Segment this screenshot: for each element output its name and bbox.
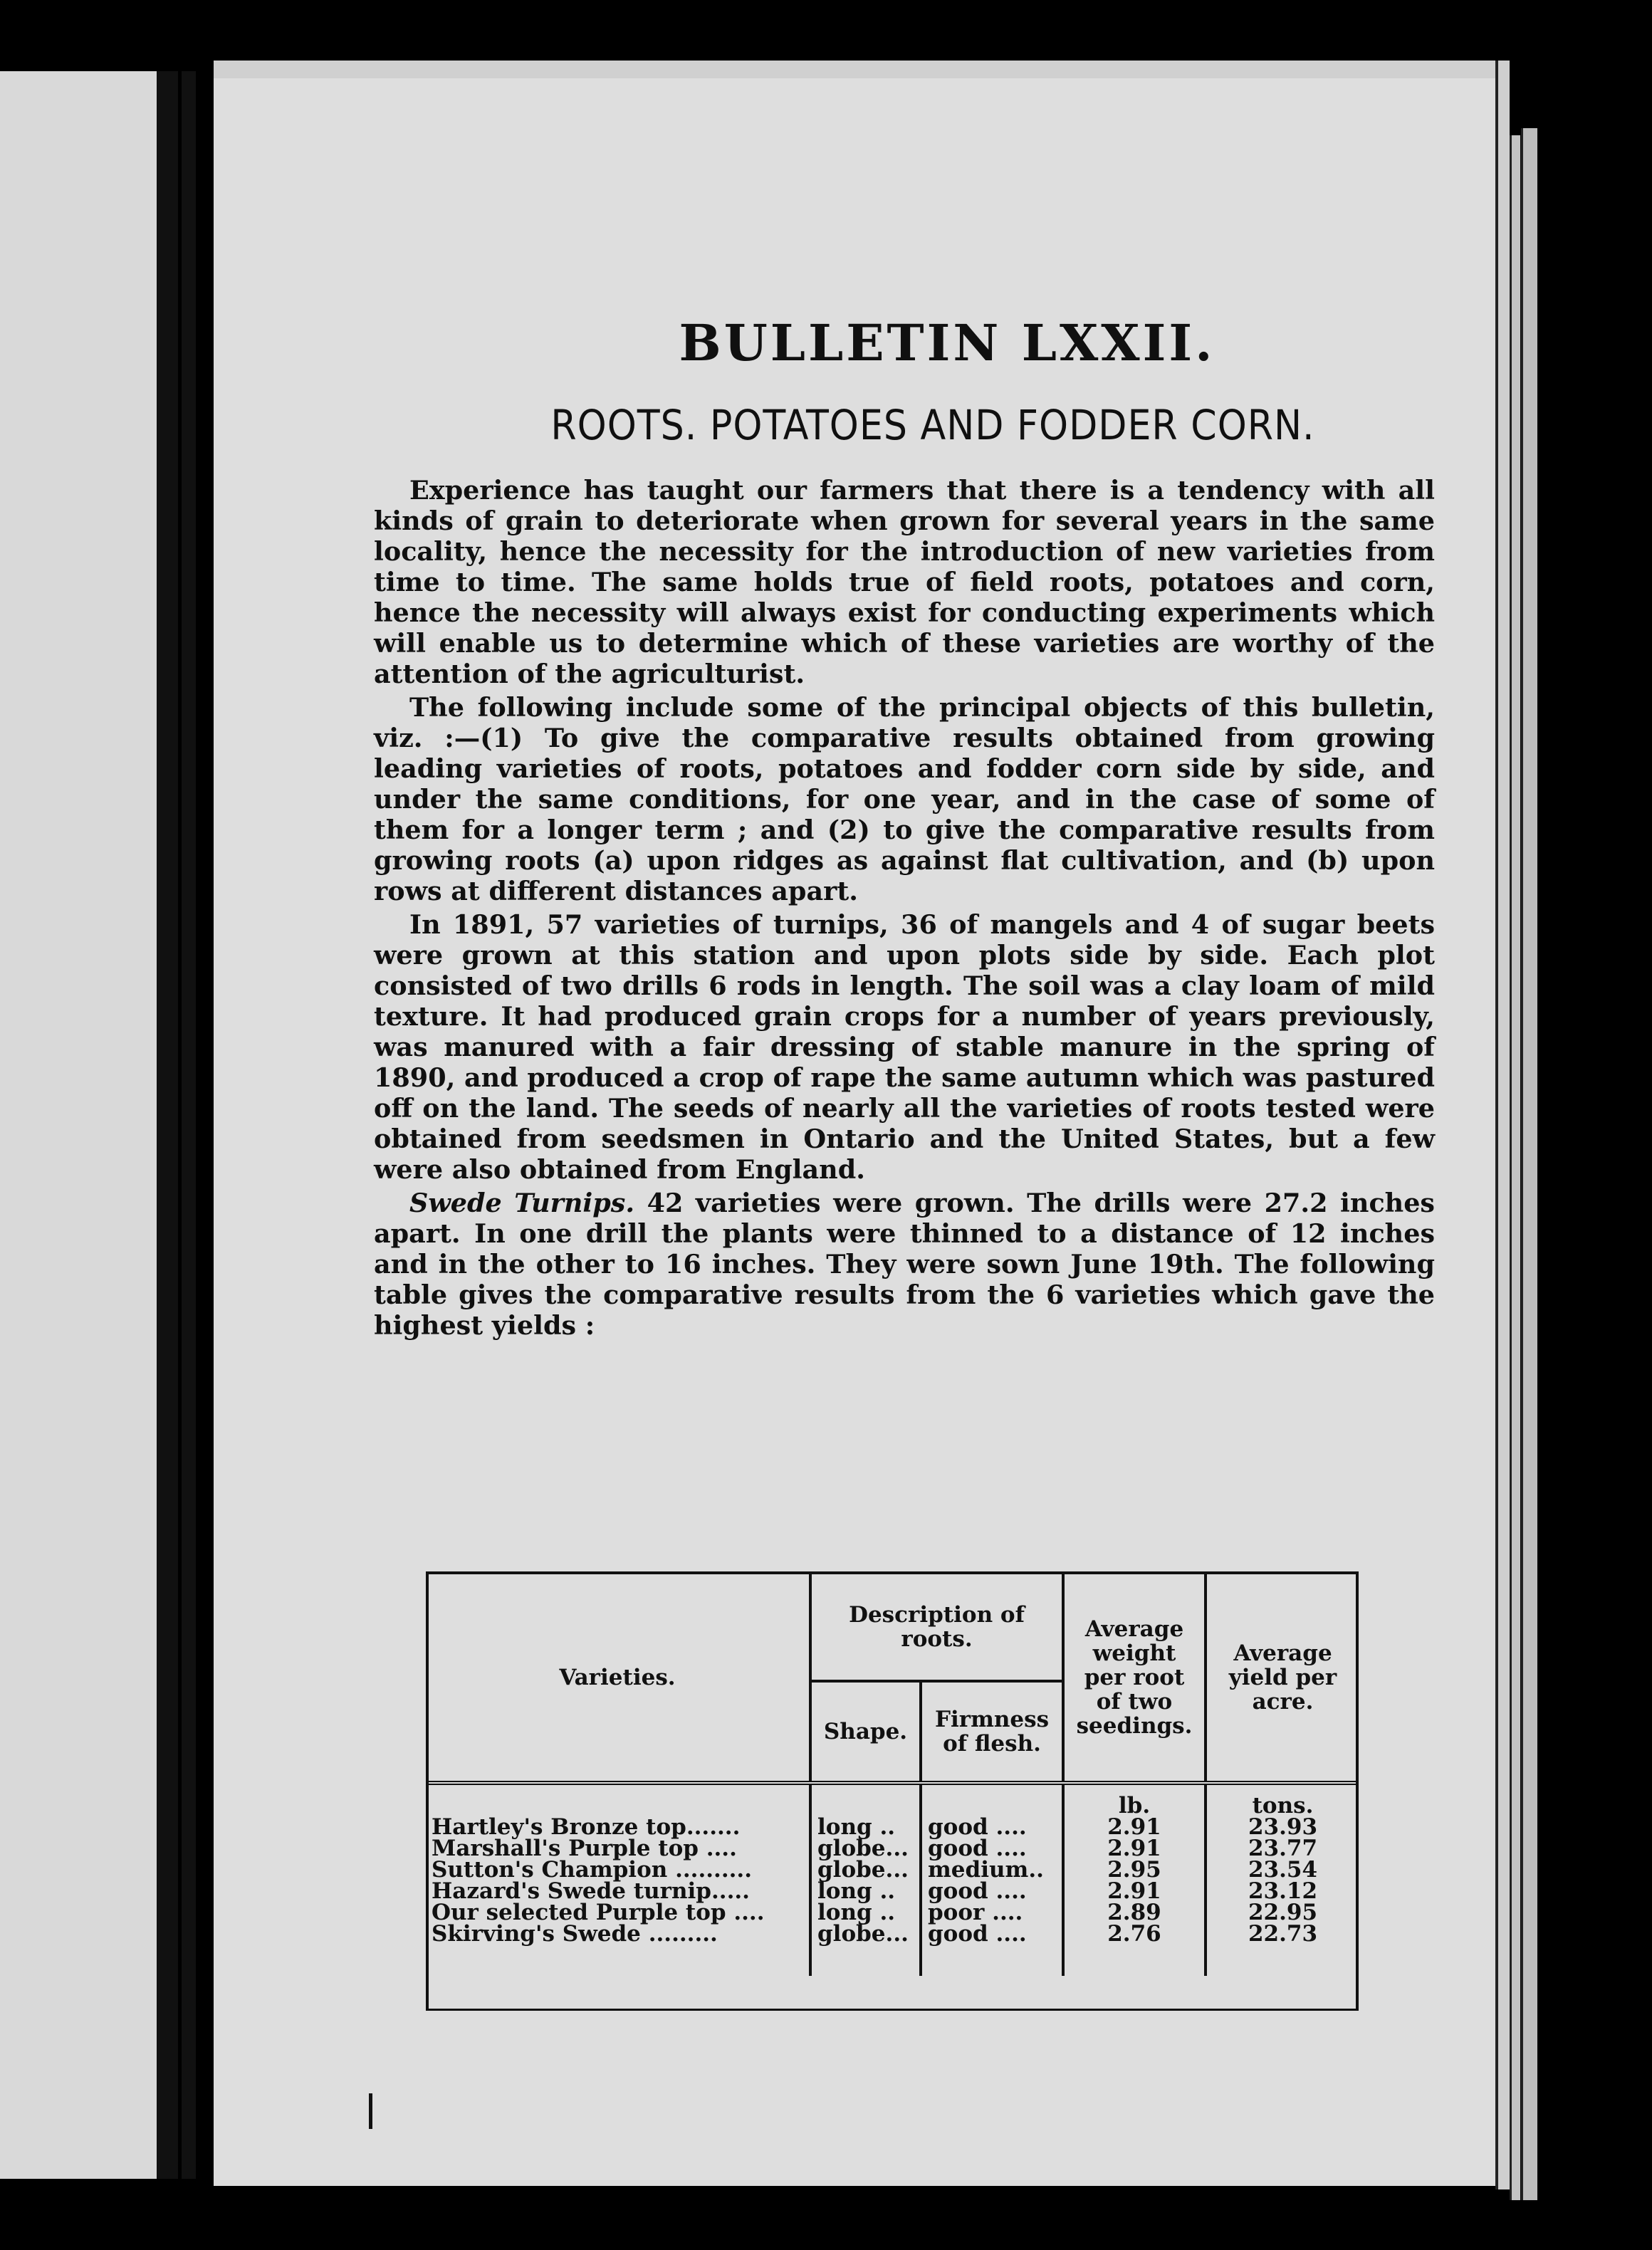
units-blank (426, 1783, 810, 1816)
table-row (426, 1859, 1359, 1880)
cell-shape: long .. (810, 1880, 921, 1902)
table-row (426, 1838, 1359, 1859)
page-stack-edge (1521, 128, 1537, 2200)
cell-variety: Hartley's Bronze top....... (432, 1814, 741, 1840)
cell-yield: 23.77 (1206, 1838, 1359, 1859)
swede-turnips-label: Swede Turnips. (409, 1188, 635, 1218)
units-yield: tons. (1206, 1783, 1359, 1816)
cell-yield: 22.73 (1206, 1923, 1359, 1976)
cell-firmness: good .... (921, 1880, 1063, 1902)
cell-variety: Skirving's Swede ......... (432, 1921, 718, 1947)
page-stack-edge (1495, 61, 1510, 2189)
table-row (426, 1902, 1359, 1923)
margin-mark (369, 2093, 372, 2129)
fold-shadow (182, 71, 196, 2179)
cell-variety: Hazard's Swede turnip..... (432, 1878, 750, 1904)
page-stack-edge (1510, 135, 1520, 2200)
swede-turnips-paragraph (374, 1188, 1435, 1341)
cell-firmness: medium.. (921, 1859, 1063, 1880)
cell-firmness: good .... (921, 1816, 1063, 1838)
table-row (426, 1816, 1359, 1838)
cell-weight: 2.76 (1063, 1923, 1206, 1976)
header-varieties: Varieties. (426, 1573, 810, 1783)
table-row (426, 1880, 1359, 1902)
cell-variety: Sutton's Champion .......... (432, 1857, 752, 1883)
swede-turnips-text: 42 varieties were grown. The drills were 27.2 inches apart. In one drill the plants were thinned to a distance of 12 inches and in the other to 16 inches. They were sown June 19th. The following table gives the comparative results from the 6 varieties which gave the highest yields : (374, 1188, 1435, 1341)
book-gutter (157, 71, 178, 2179)
table-row (426, 1923, 1359, 1976)
cell-yield: 22.95 (1206, 1902, 1359, 1923)
cell-variety: Our selected Purple top .... (432, 1900, 765, 1925)
header-firmness: Firmness of flesh. (921, 1681, 1063, 1783)
cell-yield: 23.12 (1206, 1880, 1359, 1902)
cell-yield: 23.93 (1206, 1816, 1359, 1838)
cell-weight: 2.91 (1063, 1838, 1206, 1859)
cell-weight: 2.91 (1063, 1816, 1206, 1838)
header-shape: Shape. (810, 1681, 921, 1783)
cell-weight: 2.89 (1063, 1902, 1206, 1923)
cell-firmness: good .... (921, 1838, 1063, 1859)
units-blank (921, 1783, 1063, 1816)
objects-paragraph: The following include some of the principal objects of this bulletin, viz. :—(1) To give the comparative results obtained from growing leading varieties of roots, potatoes and fodder corn side by side, and under the same conditions, for one year, and in the case of some of them for a longer term ; and (2) to give the comparative results from growing roots (a) upon ridges as against flat cultivation, and (b) upon rows at different distances apart. (374, 692, 1435, 906)
cell-weight: 2.95 (1063, 1859, 1206, 1880)
cell-shape: long .. (810, 1816, 921, 1838)
page-top-edge (214, 61, 1506, 79)
bulletin-subtitle: ROOTS. POTATOES AND FODDER CORN. (550, 401, 1315, 449)
cell-shape: globe... (810, 1859, 921, 1880)
header-average-weight: Average weight per root of two seedings. (1063, 1573, 1206, 1783)
swede-turnip-results-table (426, 1571, 1359, 1976)
header-description: Description of roots. (810, 1573, 1063, 1681)
bulletin-title: BULLETIN LXXII. (679, 313, 1216, 372)
page-content (374, 313, 1435, 1341)
intro-paragraph: Experience has taught our farmers that there is a tendency with all kinds of grain to deteriorate when grown for several years in the same locality, hence the necessity for the introduction of new varieties from time to time. The same holds true of field roots, potatoes and corn, hence the necessity will always exist for conducting experiments which will enable us to determine which of these varieties are worthy of the attention of the agriculturist. (374, 475, 1435, 689)
units-weight: lb. (1063, 1783, 1206, 1816)
header-average-yield: Average yield per acre. (1206, 1573, 1359, 1783)
cell-shape: globe... (810, 1923, 921, 1976)
cell-shape: long .. (810, 1902, 921, 1923)
cell-yield: 23.54 (1206, 1859, 1359, 1880)
cell-firmness: poor .... (921, 1902, 1063, 1923)
left-page-edge (0, 71, 178, 2179)
cell-firmness: good .... (921, 1923, 1063, 1976)
cell-shape: globe... (810, 1838, 921, 1859)
units-blank (810, 1783, 921, 1816)
experiment-paragraph: In 1891, 57 varieties of turnips, 36 of mangels and 4 of sugar beets were grown at this station and upon plots side by side. Each plot consisted of two drills 6 rods in length. The soil was a clay loam of mild texture. It had produced grain crops for a number of years previously, was manured with a fair dressing of stable manure in the spring of 1890, and produced a crop of rape the same autumn which was pastured off on the land. The seeds of nearly all the varieties of roots tested were obtained from seedsmen in Ontario and the United States, but a few were also obtained from England. (374, 909, 1435, 1185)
cell-variety: Marshall's Purple top .... (432, 1836, 737, 1861)
cell-weight: 2.91 (1063, 1880, 1206, 1902)
